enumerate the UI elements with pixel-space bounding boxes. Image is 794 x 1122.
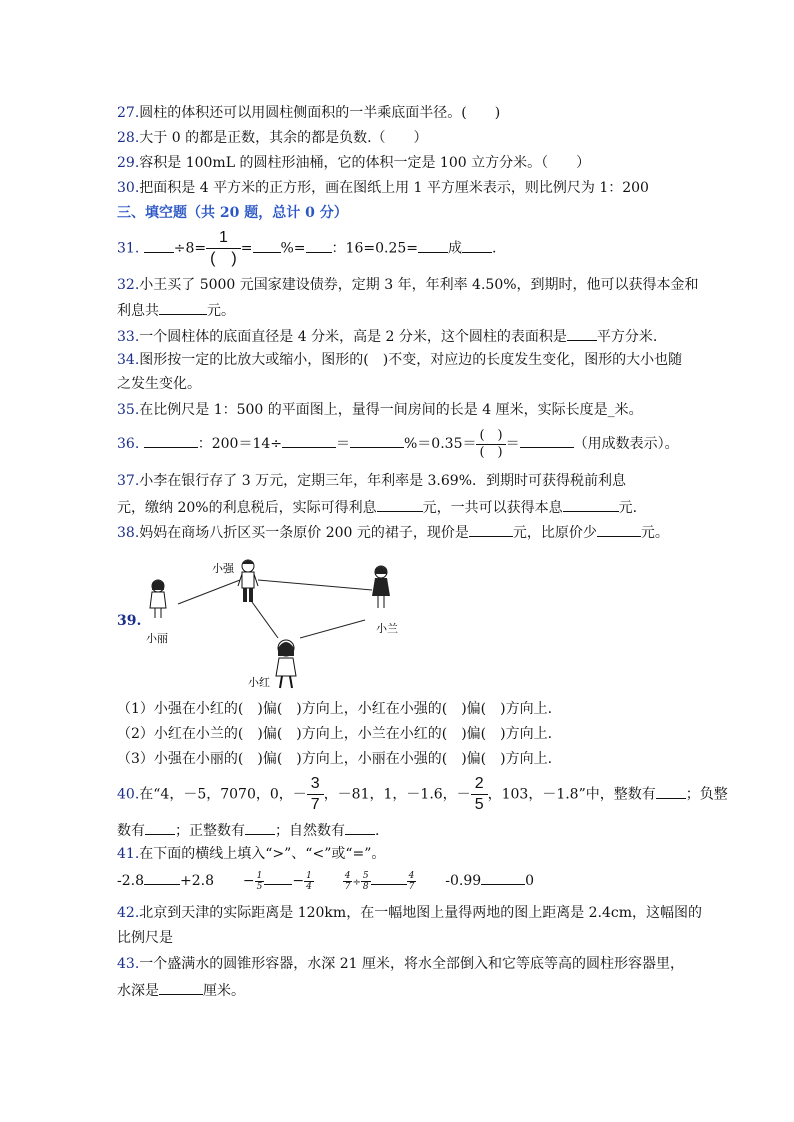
q31-text: ÷8= xyxy=(173,240,207,257)
denominator: 4 xyxy=(306,881,312,892)
answer-blank[interactable] xyxy=(597,522,641,537)
question-29 xyxy=(117,154,590,172)
answer-blank[interactable] xyxy=(520,433,574,448)
question-text: 元，比原价少 xyxy=(512,525,597,541)
q41-expr: 0 xyxy=(525,873,535,889)
question-43-line2 xyxy=(117,980,245,1000)
answer-blank[interactable] xyxy=(462,238,492,253)
question-number: 33. xyxy=(117,329,140,345)
answer-blank[interactable] xyxy=(144,238,174,253)
numerator: 3 xyxy=(307,774,324,795)
question-27 xyxy=(117,104,500,122)
q41-expr: -2.8 xyxy=(117,873,144,889)
question-43 xyxy=(117,955,684,973)
q41-expr: ÷ xyxy=(352,877,361,888)
answer-blank[interactable] xyxy=(656,784,686,799)
answer-blank[interactable] xyxy=(371,870,407,885)
fraction xyxy=(206,228,241,269)
q41-expr: − xyxy=(242,873,255,889)
question-number: 36. xyxy=(117,436,140,452)
question-text: 妈妈在商场八折区买一条原价 200 元的裙子，现价是 xyxy=(139,525,469,541)
question-text: 一个盛满水的圆锥形容器，水深 21 厘米，将水全部倒入和它等底等高的圆柱形容器里， xyxy=(139,956,684,972)
question-42 xyxy=(117,904,702,922)
question-39-part2: （2）小红在小兰的( )偏( )方向上，小兰在小红的( )偏( )方向上. xyxy=(117,726,553,742)
question-text: 小王买了 5000 元国家建设债券，定期 3 年，年利率 4.50%，到期时，他可以获得本金和 xyxy=(139,277,699,293)
q31-text: %= xyxy=(280,240,306,257)
question-text: 元，一共可以获得本息 xyxy=(422,500,563,516)
numerator: 1 xyxy=(306,870,312,881)
question-33 xyxy=(117,326,657,346)
question-text: 小李在银行存了 3 万元，定期三年，年利率是 3.69%．到期时可获得税前利息 xyxy=(139,473,626,489)
question-number: 43. xyxy=(117,956,140,972)
q36-text: ＝ xyxy=(336,436,350,452)
answer-blank[interactable] xyxy=(264,870,292,885)
question-30 xyxy=(117,179,649,197)
answer-blank[interactable] xyxy=(469,522,513,537)
answer-blank[interactable] xyxy=(253,238,281,253)
answer-blank[interactable] xyxy=(418,238,448,253)
question-text: 元。 xyxy=(207,303,235,319)
question-39-part3: （3）小强在小丽的( )偏( )方向上，小丽在小强的( )偏( )方向上. xyxy=(117,751,553,767)
question-number: 28. xyxy=(117,130,140,146)
q40-text: ，103，－1.8”中，整数有 xyxy=(487,786,656,803)
q40-text: ；正整数有 xyxy=(175,823,245,839)
fraction xyxy=(407,871,417,892)
xiaoli-figure xyxy=(150,580,166,618)
fraction xyxy=(361,871,371,892)
question-number: 32. xyxy=(117,277,140,293)
question-42-line2: 比例尺是 xyxy=(117,930,173,946)
denominator: 5 xyxy=(474,796,484,813)
question-41-items xyxy=(117,866,534,898)
question-number: 42. xyxy=(117,905,140,921)
numerator: 5 xyxy=(362,870,369,881)
question-number: 31. xyxy=(117,240,140,257)
question-40 xyxy=(117,774,728,815)
question-37-line2 xyxy=(117,497,637,517)
answer-blank[interactable] xyxy=(563,497,619,512)
numerator: 4 xyxy=(408,870,415,881)
question-31 xyxy=(117,228,496,269)
question-32-line2 xyxy=(117,300,235,320)
q36-text: %＝0.35＝ xyxy=(404,436,477,452)
numerator: 4 xyxy=(344,870,351,881)
denominator: ( ) xyxy=(479,444,503,460)
q41-expr: -0.99 xyxy=(445,873,482,889)
question-39-part1: （1）小强在小红的( )偏( )方向上，小红在小强的( )偏( )方向上. xyxy=(117,701,553,717)
label-xiaoqiang: 小强 xyxy=(212,562,234,575)
question-text: 元. xyxy=(618,500,638,516)
question-number: 37. xyxy=(117,473,140,489)
question-text: 大于 0 的都是正数，其余的都是负数.（ ） xyxy=(139,130,428,146)
answer-blank[interactable] xyxy=(377,497,423,512)
q31-text: = xyxy=(240,240,253,257)
q40-text: 在“4，－5，7070，0，－ xyxy=(139,786,307,803)
xiaoqiang-figure xyxy=(238,560,258,602)
xiaolan-figure xyxy=(372,566,390,608)
question-number: 29. xyxy=(117,155,140,171)
question-38 xyxy=(117,522,669,542)
question-28 xyxy=(117,129,428,147)
xiaohong-figure xyxy=(276,640,296,688)
question-32 xyxy=(117,276,699,294)
direction-figure xyxy=(140,556,440,696)
answer-blank[interactable] xyxy=(345,820,375,835)
q40-text: . xyxy=(375,823,380,839)
question-text: 北京到天津的实际距离是 120km，在一幅地图上量得两地的图上距离是 2.4cm，这幅图的 xyxy=(139,905,703,921)
fraction xyxy=(471,774,488,815)
numerator: 1 xyxy=(256,870,263,881)
q31-text: 成 xyxy=(448,240,462,257)
denominator: 7 xyxy=(344,881,351,892)
question-34-line2: 之发生变化。 xyxy=(117,376,201,392)
q40-text: ；自然数有 xyxy=(275,823,345,839)
label-xiaolan: 小兰 xyxy=(376,622,398,635)
q40-text: 数有 xyxy=(117,823,145,839)
answer-blank[interactable] xyxy=(144,870,180,885)
fraction xyxy=(307,774,324,815)
question-number: 35. xyxy=(117,402,140,418)
fraction xyxy=(476,428,505,461)
answer-blank[interactable] xyxy=(350,433,404,448)
q40-text: ，－81，1，－1.6，－ xyxy=(323,786,471,803)
q40-text: ；负整 xyxy=(685,786,728,803)
q36-text: （用成数表示）。 xyxy=(573,436,679,452)
question-number: 41. xyxy=(117,846,140,862)
section-heading: 三、填空题（共 20 题，总计 0 分） xyxy=(117,205,348,221)
denominator: 7 xyxy=(408,881,415,892)
question-text: 在比例尺是 1：500 的平面图上，量得一间房间的长是 4 厘米，实际长度是_米。 xyxy=(139,402,643,418)
question-text: 元。 xyxy=(640,525,669,541)
numerator: ( ) xyxy=(476,428,505,445)
question-number: 38. xyxy=(117,525,140,541)
numerator: 1 xyxy=(206,228,241,249)
answer-blank[interactable] xyxy=(159,300,207,315)
question-text: 元，缴纳 20%的利息税后，实际可得利息 xyxy=(117,500,377,516)
question-number: 39. xyxy=(117,613,142,629)
label-xiaoli: 小丽 xyxy=(146,632,168,645)
question-text: 利息共 xyxy=(117,303,159,319)
denominator: 7 xyxy=(310,796,320,813)
denominator: 5 xyxy=(256,881,263,892)
question-number: 30. xyxy=(117,180,140,196)
denominator: 8 xyxy=(362,881,369,892)
question-text: 厘米。 xyxy=(203,983,245,999)
q41-expr: +2.8 xyxy=(180,873,214,889)
question-36 xyxy=(117,424,679,464)
question-text: 在下面的横线上填入“>”、“<”或“=”。 xyxy=(139,846,386,862)
question-number: 27. xyxy=(117,105,140,121)
question-text: 圆柱的体积还可以用圆柱侧面积的一半乘底面半径。( ) xyxy=(139,105,501,121)
question-text: 水深是 xyxy=(117,983,159,999)
q31-text: ：16=0.25= xyxy=(331,240,418,257)
numerator: 2 xyxy=(471,774,488,795)
question-text: 平方分米. xyxy=(596,329,658,345)
question-text: 容积是 100mL 的圆柱形油桶，它的体积一定是 100 立方分米。（ ） xyxy=(139,155,591,171)
answer-blank[interactable] xyxy=(159,980,203,995)
question-number: 40. xyxy=(117,786,140,803)
question-39-number xyxy=(117,612,141,630)
question-41 xyxy=(117,845,385,863)
fraction xyxy=(304,871,314,892)
question-37 xyxy=(117,472,626,490)
q31-text: . xyxy=(492,240,497,257)
answer-blank[interactable] xyxy=(245,820,275,835)
q36-text: ：200＝14÷ xyxy=(197,436,282,452)
answer-blank[interactable] xyxy=(145,820,175,835)
answer-blank[interactable] xyxy=(144,433,198,448)
denominator: ( ) xyxy=(210,250,237,267)
answer-blank[interactable] xyxy=(481,870,525,885)
question-40-line2 xyxy=(117,820,379,840)
question-34 xyxy=(117,351,682,369)
fraction xyxy=(255,871,265,892)
answer-blank[interactable] xyxy=(567,326,597,341)
label-xiaohong: 小红 xyxy=(248,676,270,689)
q36-text: ＝ xyxy=(505,436,520,452)
q41-expr: − xyxy=(292,873,305,889)
question-35 xyxy=(117,401,643,419)
question-text: 图形按一定的比放大或缩小，图形的( )不变，对应边的长度发生变化，图形的大小也随 xyxy=(139,352,683,368)
question-number: 34. xyxy=(117,352,140,368)
answer-blank[interactable] xyxy=(282,433,336,448)
question-text: 一个圆柱体的底面直径是 4 分米，高是 2 分米，这个圆柱的表面积是 xyxy=(139,329,567,345)
answer-blank[interactable] xyxy=(306,238,332,253)
connection-lines xyxy=(178,580,372,638)
question-text: 把面积是 4 平方米的正方形，画在图纸上用 1 平方厘米表示，则比例尺为 1：200 xyxy=(139,180,649,196)
